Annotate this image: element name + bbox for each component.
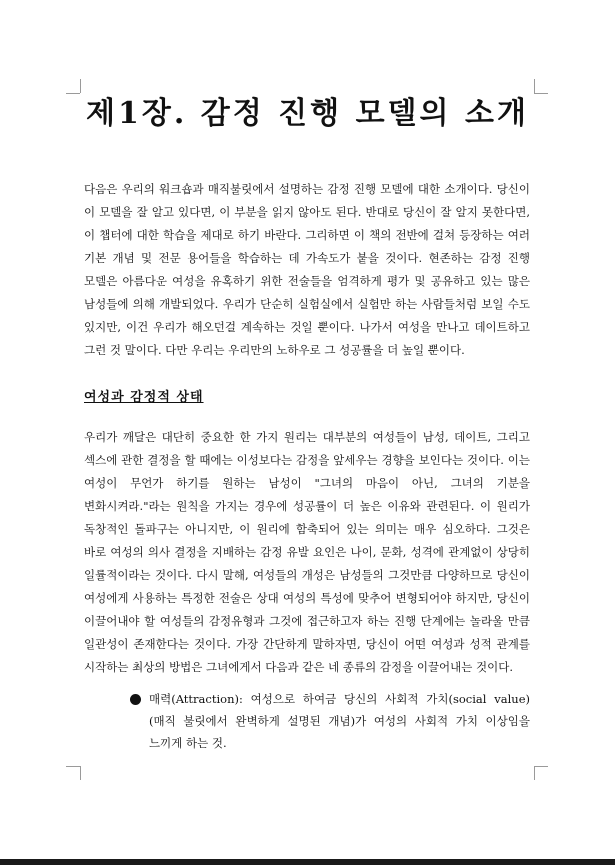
bullet-text: 매력(Attraction): 여성으로 하여금 당신의 사회적 가치(social value)(매직 불릿에서 완벽하게 설명된 개념)가 여성의 사회적 가치 이상임을 느끼게 하는 것. bbox=[149, 692, 530, 750]
crop-mark-bottom-right-h bbox=[534, 766, 548, 767]
bullet-icon bbox=[130, 694, 141, 705]
list-item bbox=[130, 688, 530, 754]
section-heading: 여성과 감정적 상태 bbox=[84, 390, 204, 405]
crop-mark-bottom-left-v bbox=[80, 766, 81, 780]
crop-mark-bottom-right-v bbox=[534, 766, 535, 780]
crop-mark-bottom-left-h bbox=[66, 766, 80, 767]
section-paragraph: 우리가 깨달은 대단히 중요한 한 가지 원리는 대부분의 여성들이 남성, 데이트, 그리고 섹스에 관한 결정을 할 때에는 이성보다는 감정을 앞세우는 경향을 보인다는 것이다. 이는 여성이 무언가 하기를 원하는 남성이 "그녀의 마음이 아닌, 그녀의 기분을 변화시켜라."라는 원칙을 가지는 경우에 성공률이 더 높은 이유와 관련된다. 이 원리가 독창적인 돌파구는 아니지만, 이 원리에 함축되어 있는 의미는 매우 심오하다. 그것은 바로 여성의 의사 결정을 지배하는 감정 유발 요인은 나이, 문화, 성격에 관계없이 상당히 일률적이라는 것이다. 다시 말해, 여성들의 개성은 남성들의 그것만큼 다양하므로 당신이 여성에게 사용하는 특정한 전술은 상대 여성의 특성에 맞추어 변형되어야 하지만, 당신이 이끌어내야 할 여성들의 감정유형과 그것에 접근하고자 하는 진행 단계에는 놀라울 만큼 일관성이 존재한다는 것이다. 가장 간단하게 말하자면, 당신이 어떤 여성과 성적 관계를 시작하는 최상의 방법은 그녀에게서 다음과 같은 네 종류의 감정을 이끌어내는 것이다. bbox=[84, 430, 530, 674]
chapter-title: 제1장. 감정 진행 모델의 소개 bbox=[86, 96, 529, 131]
intro-paragraph: 다음은 우리의 워크숍과 매직불릿에서 설명하는 감정 진행 모델에 대한 소개이다. 당신이 이 모델을 잘 알고 있다면, 이 부분을 읽지 않아도 된다. 반대로 당신이 잘 알지 못한다면, 이 챕터에 대한 학습을 제대로 하기 바란다. 그리하면 이 책의 전반에 걸쳐 등장하는 여러 기본 개념 및 전문 용어들을 학습하는 데 가속도가 붙을 것이다. 현존하는 감정 진행 모델은 아름다운 여성을 유혹하기 위한 전술들을 엄격하게 평가 및 공유하고 있는 많은 남성들에 의해 개발되었다. 우리가 단순히 실험실에서 실험만 하는 사람들처럼 보일 수도 있지만, 이건 우리가 해오던걸 계속하는 것일 뿐이다. 나가서 여성을 만나고 데이트하고 그런 것 말이다. 다만 우리는 우리만의 노하우로 그 성공률을 더 높일 뿐이다. bbox=[84, 182, 530, 357]
bottom-border bbox=[0, 859, 615, 865]
